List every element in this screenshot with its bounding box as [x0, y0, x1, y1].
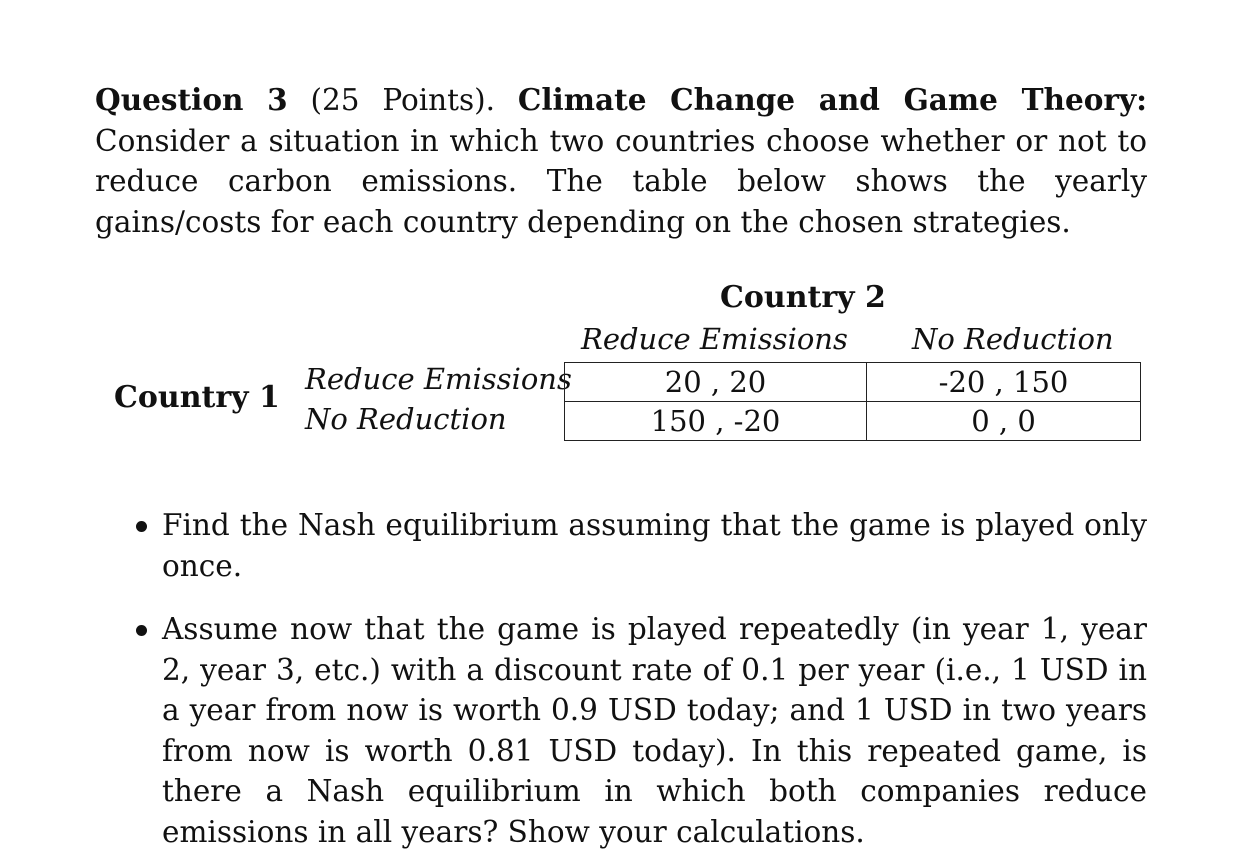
payoff-table [564, 362, 1141, 441]
column-header-no-reduction: No Reduction [912, 322, 1114, 356]
question-title: Climate Change and Game Theory: [517, 82, 1148, 117]
row-player-label: Country 1 [114, 380, 280, 415]
task-text: Assume now that the game is played repeatedly (in year 1, year 2, year 3, etc.) with a discount rate of 0.1 per year (i.e., 1 USD in a year from now is worth 0.9 USD today; and 1 USD in two years from now is worth 0.81 USD today). In this repeated game, is there a Nash equilibrium in which both companies reduce emissions in all years? Show your calculations. [162, 612, 1147, 849]
payoff-cell: 20 , 20 [565, 363, 867, 402]
list-item [130, 505, 1147, 586]
row-header-no-reduction: No Reduction [305, 402, 507, 436]
task-text: Find the Nash equilibrium assuming that the game is played only once. [162, 508, 1147, 583]
question-label: Question 3 [95, 82, 288, 117]
payoff-cell: -20 , 150 [867, 363, 1141, 402]
question-paragraph [95, 80, 1147, 242]
row-header-reduce: Reduce Emissions [305, 362, 572, 396]
table-row [565, 402, 1141, 441]
bullet-icon [136, 625, 147, 636]
column-header-reduce: Reduce Emissions [581, 322, 848, 356]
list-item [130, 609, 1147, 852]
column-player-label: Country 2 [720, 280, 886, 315]
question-points: (25 Points). [310, 83, 496, 117]
question-intro: Consider a situation in which two countries choose whether or not to reduce carbon emissions. The table below shows the yearly gains/costs for each country depending on the chosen strategies. [95, 123, 1147, 239]
payoff-cell: 0 , 0 [867, 402, 1141, 441]
table-row [565, 363, 1141, 402]
payoff-cell: 150 , -20 [565, 402, 867, 441]
task-list [130, 505, 1147, 852]
bullet-icon [136, 521, 147, 532]
